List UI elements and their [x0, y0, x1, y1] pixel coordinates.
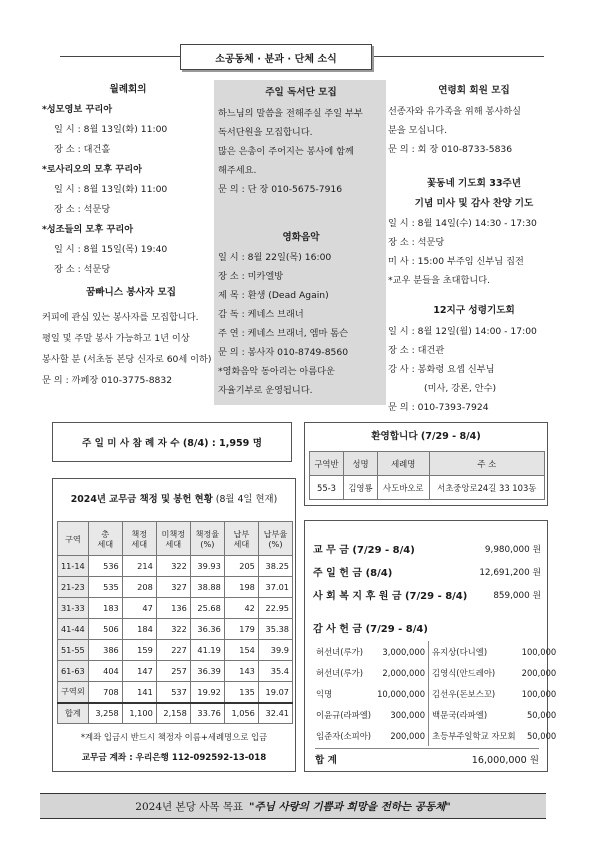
church-due-cell: 2,158 — [156, 703, 190, 724]
finance-lines — [313, 539, 541, 608]
dream-line: 봉사할 분 (서초동 본당 신자로 60세 이하) — [42, 354, 212, 365]
parish-goal-footer — [40, 793, 546, 819]
monthly-item-place: 장 소 : 대건홀 — [54, 144, 111, 155]
prayer33-line: 일 시 : 8월 14일(수) 14:30 - 17:30 — [388, 218, 537, 229]
monthly-item-date: 일 시 : 8월 13일(화) 11:00 — [54, 124, 168, 135]
church-due-cell: 11-14 — [58, 556, 89, 577]
church-due-cell: 708 — [88, 682, 122, 703]
church-due-row — [58, 640, 293, 661]
donation-cell: 50,000 — [526, 730, 557, 741]
monthly-item-name: *성조들의 모후 꾸리아 — [42, 224, 134, 235]
church-due-row — [58, 577, 293, 598]
church-due-cell: 39.9 — [258, 640, 292, 661]
church-due-cell: 41.19 — [190, 640, 224, 661]
church-due-row — [58, 598, 293, 619]
finance-line-label: 교 무 금 (7/29 - 8/4) — [313, 545, 415, 556]
church-due-cell: 41-44 — [58, 619, 89, 640]
movie-title: 영화음악 — [282, 232, 320, 243]
church-due-cell: 19.07 — [258, 682, 292, 703]
church-due-cell: 37.01 — [258, 577, 292, 598]
church-due-box — [52, 478, 296, 772]
reader-line: 많은 은총이 주어지는 봉사에 함께 — [218, 146, 354, 157]
prayer33-line: 미 사 : 15:00 부주임 신부님 집전 — [388, 256, 524, 267]
finance-line — [313, 585, 541, 608]
donation-cell: 200,000 — [374, 725, 428, 746]
church-due-cell: 143 — [224, 661, 258, 682]
donation-cell: 3,000,000 — [374, 641, 428, 662]
monthly-item-name: *로사리오의 모후 꾸리아 — [42, 164, 142, 175]
monthly-item-name: *성모영보 꾸리아 — [42, 104, 113, 115]
movie-line: 제 목 : 환생 (Dead Again) — [218, 290, 329, 301]
church-due-cell: 1,056 — [224, 703, 258, 724]
donation-cell: 300,000 — [374, 704, 428, 725]
church-due-header-part: (%) — [200, 538, 215, 549]
yeonryeong-line: 선종자와 유가족을 위해 봉사하실 — [388, 106, 522, 117]
district12-line: 문 의 : 010-7393-7924 — [388, 402, 489, 413]
donation-row — [313, 683, 559, 704]
yeonryeong-body — [388, 102, 560, 159]
dream-volunteer-section — [42, 282, 220, 391]
district12-line: 장 소 : 대건관 — [388, 345, 445, 356]
donation-row — [313, 725, 559, 746]
church-due-cell: 179 — [224, 619, 258, 640]
donation-cell: 유지상(다니엘) — [432, 646, 488, 657]
donation-row — [313, 704, 559, 725]
church-due-cell: 31-33 — [58, 598, 89, 619]
church-due-cell: 536 — [88, 556, 122, 577]
church-due-cell: 3,258 — [88, 703, 122, 724]
yeonryeong-section — [388, 80, 560, 159]
church-due-cell: 208 — [122, 577, 156, 598]
church-due-cell: 227 — [156, 640, 190, 661]
church-due-cell: 25.68 — [190, 598, 224, 619]
monthly-item-date: 일 시 : 8월 13일(화) 11:00 — [54, 184, 168, 195]
donation-cell: 김선우(돈보스꼬) — [432, 688, 496, 699]
footer-prefix: 2024년 본당 사목 목표 — [135, 800, 244, 813]
section-title: 소공동체 · 분과 · 단체 소식 — [180, 44, 372, 70]
finance-line-value: 12,691,200 원 — [479, 568, 541, 578]
church-due-cell: 36.39 — [190, 661, 224, 682]
yeonryeong-line: 분을 모십니다. — [388, 125, 448, 136]
reader-line: 해주세요. — [218, 165, 257, 176]
welcome-cell: 서초중앙로24길 33 103동 — [429, 476, 544, 500]
yeonryeong-line: 문 의 : 회 장 010-8733-5836 — [388, 144, 513, 155]
church-due-account: 교무금 계좌 : 우리은행 112-092592-13-018 — [81, 753, 267, 763]
church-due-cell: 35.38 — [258, 619, 292, 640]
district12-body — [388, 322, 560, 417]
church-due-cell: 136 — [156, 598, 190, 619]
church-due-cell: 214 — [122, 556, 156, 577]
church-due-cell: 205 — [224, 556, 258, 577]
church-due-header-part: 세대 — [97, 538, 114, 549]
donation-cell: 100,000 — [521, 646, 557, 657]
monthly-meeting-list — [42, 100, 214, 280]
prayer33-line: 장 소 : 석문당 — [388, 237, 445, 248]
movie-line: 감 독 : 케네스 브래너 — [218, 309, 304, 320]
church-due-cell: 184 — [122, 619, 156, 640]
church-due-header — [190, 522, 224, 556]
prayer33-section — [388, 174, 560, 290]
church-due-cell: 38.88 — [190, 577, 224, 598]
finance-line — [313, 539, 541, 562]
church-due-row — [58, 703, 293, 724]
monthly-meeting-section — [42, 80, 214, 280]
welcome-header: 성명 — [343, 452, 377, 476]
church-due-header — [156, 522, 190, 556]
donation-cell: 초등부주일학교 자모회 — [432, 730, 516, 741]
church-due-header — [58, 522, 89, 556]
church-due-title — [53, 487, 295, 513]
church-due-cell: 135 — [224, 682, 258, 703]
church-due-cell: 183 — [88, 598, 122, 619]
church-due-cell: 322 — [156, 619, 190, 640]
donation-cell: 50,000 — [526, 709, 557, 720]
monthly-meeting-title: 월례회의 — [109, 84, 147, 95]
reader-line: 하느님의 말씀을 전해주실 주일 부부 — [218, 108, 363, 119]
church-due-cell: 537 — [156, 682, 190, 703]
movie-line: 자율기부로 운영됩니다. — [218, 385, 313, 396]
church-due-header — [88, 522, 122, 556]
church-due-cell: 404 — [88, 661, 122, 682]
finance-line — [313, 562, 541, 585]
church-due-header-part: 납부 — [233, 528, 250, 539]
finance-total-label: 합 계 — [315, 755, 337, 766]
dream-line: 커피에 관심 있는 봉사자를 모집합니다. — [42, 312, 199, 323]
welcome-cell: 김영룡 — [343, 476, 377, 500]
donation-cell: 100,000 — [521, 688, 557, 699]
welcome-header: 구역반 — [310, 452, 344, 476]
church-due-cell: 33.76 — [190, 703, 224, 724]
church-due-cell: 22.95 — [258, 598, 292, 619]
donation-cell: 10,000,000 — [374, 683, 428, 704]
movie-body — [218, 248, 384, 400]
church-due-cell: 19.92 — [190, 682, 224, 703]
church-due-header-part: 세대 — [131, 538, 148, 549]
dream-volunteer-title: 꿈빠니스 봉사자 모집 — [85, 287, 177, 298]
church-due-header — [258, 522, 292, 556]
church-due-cell: 51-55 — [58, 640, 89, 661]
church-due-cell: 198 — [224, 577, 258, 598]
movie-line: 일 시 : 8월 22일(목) 16:00 — [218, 252, 332, 263]
donation-table — [313, 641, 559, 746]
donation-cell: 백문국(라파엘) — [432, 709, 488, 720]
church-due-header-part: 책정율 — [195, 528, 220, 539]
donation-cell: 2,000,000 — [374, 662, 428, 683]
finance-line-label: 사 회 복 지 후 원 금 (7/29 - 8/4) — [313, 591, 468, 602]
prayer33-title — [388, 174, 560, 214]
finance-box — [304, 520, 557, 772]
dream-line: 문 의 : 까페장 010-3775-8832 — [42, 375, 173, 386]
finance-total-row — [315, 748, 539, 766]
church-due-cell: 506 — [88, 619, 122, 640]
church-due-cell: 386 — [88, 640, 122, 661]
welcome-row — [310, 476, 545, 500]
attendance-text: 주 일 미 사 참 례 자 수 (8/4) : 1,959 명 — [82, 438, 262, 449]
church-due-title-main: 2024년 교무금 책정 및 봉헌 현황 — [70, 494, 213, 505]
district12-title: 12지구 성령기도회 — [433, 305, 515, 316]
church-due-header — [122, 522, 156, 556]
church-due-cell: 42 — [224, 598, 258, 619]
dream-line: 평일 및 주말 봉사 가능하고 1년 이상 — [42, 333, 190, 344]
reader-section — [218, 82, 384, 199]
movie-line: *영화음악 동아리는 아름다운 — [218, 366, 335, 377]
church-due-header-part: 총 — [101, 528, 110, 539]
church-due-cell: 147 — [122, 661, 156, 682]
church-due-cell: 327 — [156, 577, 190, 598]
church-due-note: *계좌 입금시 반드시 책정자 이름+세례명으로 입금 — [80, 732, 268, 742]
donation-cell: 임준자(소피아) — [316, 730, 372, 741]
church-due-cell: 39.93 — [190, 556, 224, 577]
prayer33-title-line: 기념 미사 및 감사 찬양 기도 — [414, 198, 534, 209]
church-due-cell: 141 — [122, 682, 156, 703]
yeonryeong-title: 연령회 회원 모집 — [438, 85, 510, 96]
donation-cell: 김영식(안드레아) — [432, 667, 496, 678]
church-due-cell: 32.41 — [258, 703, 292, 724]
donation-cell: 200,000 — [521, 667, 557, 678]
monthly-item-date: 일 시 : 8월 15일(목) 19:40 — [54, 244, 168, 255]
donation-cell: 허선녀(루가) — [316, 646, 363, 657]
attendance-box — [52, 422, 292, 462]
district12-line: 일 시 : 8월 12일(월) 14:00 - 17:00 — [388, 326, 537, 337]
church-due-header-part: 책정 — [131, 528, 148, 539]
finance-total-value: 16,000,000 원 — [471, 755, 539, 766]
reader-line: 독서단원을 모집합니다. — [218, 127, 313, 138]
church-due-row — [58, 682, 293, 703]
donation-cell: 이윤규(라파엘) — [316, 709, 372, 720]
reader-body — [218, 104, 384, 199]
reader-title: 주일 독서단 모집 — [265, 87, 337, 98]
prayer33-line: *교우 분들을 초대합니다. — [388, 275, 491, 286]
church-due-cell: 47 — [122, 598, 156, 619]
donation-title: 감 사 헌 금 (7/29 - 8/4) — [313, 624, 428, 635]
welcome-box — [304, 422, 548, 506]
church-due-header-part: 구역 — [64, 533, 81, 544]
church-due-row — [58, 556, 293, 577]
finance-line-value: 859,000 원 — [493, 591, 541, 601]
church-due-title-note: (8월 4일 현재) — [215, 494, 278, 505]
monthly-item-place: 장 소 : 석문당 — [54, 264, 111, 275]
finance-line-value: 9,980,000 원 — [484, 545, 541, 555]
church-due-cell: 21-23 — [58, 577, 89, 598]
welcome-header: 주 소 — [429, 452, 544, 476]
church-due-row — [58, 619, 293, 640]
church-due-cell: 535 — [88, 577, 122, 598]
church-due-cell: 1,100 — [122, 703, 156, 724]
church-due-cell: 257 — [156, 661, 190, 682]
reader-line: 문 의 : 단 장 010-5675-7916 — [218, 184, 343, 195]
movie-line: 장 소 : 미카엘방 — [218, 271, 284, 282]
movie-section — [218, 228, 384, 400]
monthly-item-place: 장 소 : 석문당 — [54, 204, 111, 215]
church-due-cell: 38.25 — [258, 556, 292, 577]
church-due-cell: 구역외 — [58, 682, 89, 703]
dream-volunteer-body — [42, 307, 220, 391]
donation-row — [313, 662, 559, 683]
church-due-header-part: 세대 — [233, 538, 250, 549]
church-due-cell: 36.36 — [190, 619, 224, 640]
prayer33-body — [388, 214, 560, 290]
movie-line: 문 의 : 봉사자 010-8749-8560 — [218, 347, 349, 358]
welcome-cell: 55-3 — [310, 476, 344, 500]
welcome-title: 환영합니다 (7/29 - 8/4) — [371, 431, 481, 442]
church-due-cell: 159 — [122, 640, 156, 661]
donation-row — [313, 641, 559, 662]
welcome-cell: 사도바오로 — [377, 476, 429, 500]
district12-section — [388, 300, 560, 417]
church-due-row — [58, 661, 293, 682]
donation-cell: 허선녀(루가) — [316, 667, 363, 678]
welcome-table — [309, 451, 545, 500]
welcome-header: 세례명 — [377, 452, 429, 476]
finance-line-label: 주 일 헌 금 (8/4) — [313, 568, 393, 579]
prayer33-title-line: 꽃동네 기도회 33주년 — [426, 178, 522, 189]
footer-motto: "주님 사랑의 기쁨과 희망을 전하는 공동체" — [249, 800, 451, 813]
church-due-cell: 합계 — [58, 703, 89, 724]
district12-line: 강 사 : 봉화령 요셉 신부님 — [388, 364, 495, 375]
church-due-table — [57, 521, 293, 724]
district12-line: (미사, 강론, 안수) — [424, 383, 497, 394]
movie-line: 주 연 : 케네스 브래너, 엠마 톰슨 — [218, 328, 349, 339]
church-due-header — [224, 522, 258, 556]
donation-cell: 익명 — [316, 688, 333, 699]
church-due-cell: 154 — [224, 640, 258, 661]
church-due-header-part: (%) — [268, 538, 283, 549]
church-due-cell: 61-63 — [58, 661, 89, 682]
church-due-cell: 35.4 — [258, 661, 292, 682]
church-due-header-part: 미책정 — [161, 528, 186, 539]
church-due-header-part: 납부율 — [263, 528, 288, 539]
church-due-cell: 322 — [156, 556, 190, 577]
church-due-header-part: 세대 — [165, 538, 182, 549]
